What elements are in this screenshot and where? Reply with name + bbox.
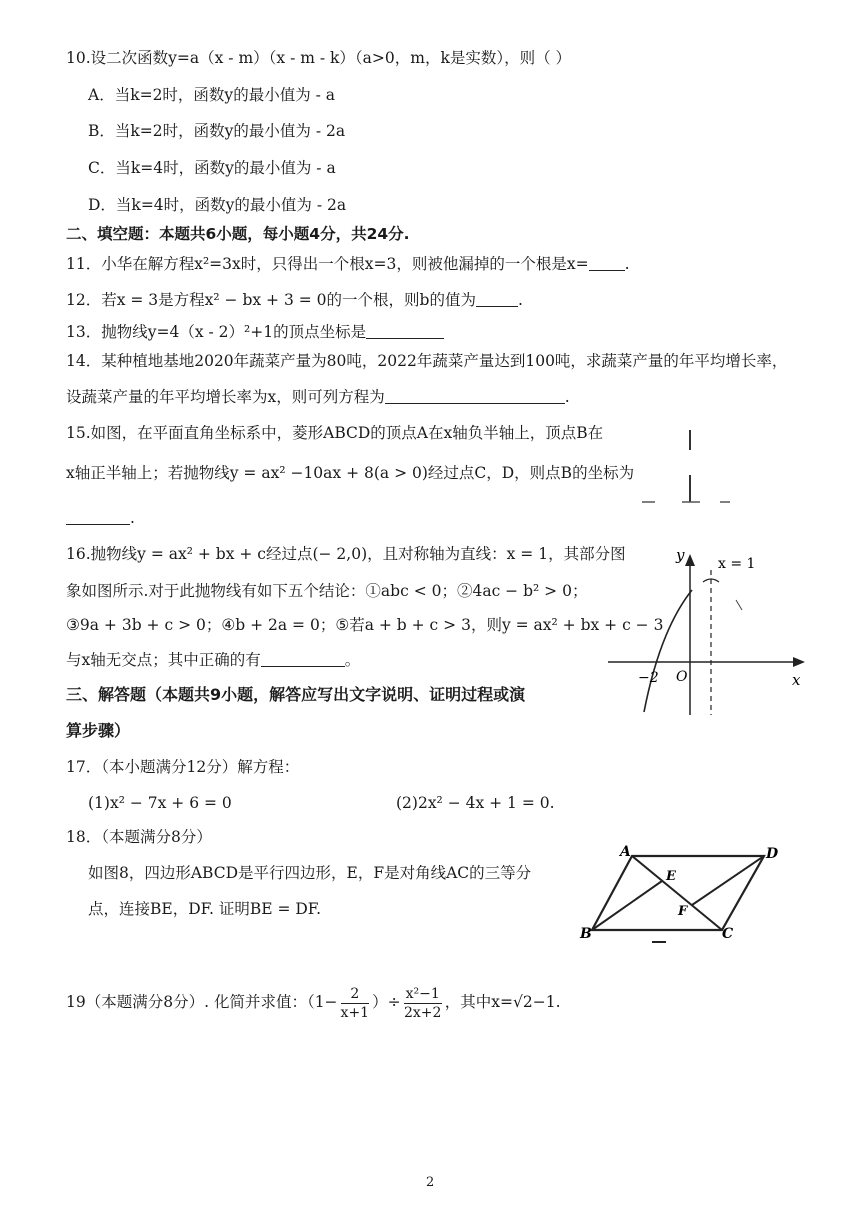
q17-part1: (1)x² − 7x + 6 = 0 bbox=[88, 794, 232, 812]
q12-text: 12．若x = 3是方程x² − bx + 3 = 0的一个根，则b的值为 bbox=[66, 291, 476, 309]
q16-y-axis-arrow bbox=[685, 554, 695, 566]
q16-line3: ③9a + 3b + c > 0；④b + 2a = 0；⑤若a + b + c > 3，则y = ax² + bx + c − 3 bbox=[66, 616, 664, 634]
q16-parabola bbox=[644, 590, 692, 712]
q16-end: 。 bbox=[344, 651, 361, 669]
q17-head: 17．（本小题满分12分）解方程： bbox=[66, 758, 300, 776]
q11 bbox=[66, 253, 630, 275]
q18-line1: 如图8，四边形ABCD是平行四边形，E，F是对角线AC的三等分 bbox=[88, 864, 532, 882]
q11-text: 11．小华在解方程x²=3x时，只得出一个根x=3，则被他漏掉的一个根是x= bbox=[66, 255, 589, 273]
q10-option-d: D．当k=4时，函数y的最小值为 - 2a bbox=[88, 196, 347, 214]
q16-neg-two-label: −2 bbox=[638, 670, 659, 686]
q18-segment-df bbox=[692, 856, 764, 905]
q14-end: . bbox=[564, 388, 570, 406]
q15-figure bbox=[630, 420, 740, 520]
q16-line4 bbox=[66, 649, 360, 671]
q19-prefix: 19（本题满分8分）. 化简并求值：（1− bbox=[66, 993, 338, 1011]
q16-x-axis-arrow bbox=[793, 657, 805, 667]
q19-fraction-1-denominator: x+1 bbox=[340, 1004, 370, 1021]
q18-head: 18．（本题满分8分） bbox=[66, 828, 212, 846]
q15-answer-blank[interactable] bbox=[66, 508, 130, 525]
q15-line1: 15.如图，在平面直角坐标系中，菱形ABCD的顶点A在x轴负半轴上，顶点B在 bbox=[66, 424, 604, 442]
q16-x-label: x bbox=[792, 671, 801, 689]
q18-label-e: E bbox=[666, 869, 676, 884]
q19-fraction-1 bbox=[341, 985, 370, 1022]
q13-text: 13．抛物线y=4（x - 2）²+1的顶点坐标是 bbox=[66, 323, 367, 341]
section2-heading: 二、填空题：本题共6小题，每小题4分，共24分. bbox=[66, 225, 410, 243]
q19-fraction-2 bbox=[404, 985, 442, 1022]
q19-fraction-2-denominator: 2x+2 bbox=[403, 1004, 442, 1021]
q11-end: . bbox=[624, 255, 630, 273]
q10-option-c: C．当k=4时，函数y的最小值为 - a bbox=[88, 159, 336, 177]
q18-label-c: C bbox=[722, 926, 734, 942]
q14-line1: 14．某种植地基地2020年蔬菜产量为80吨，2022年蔬菜产量达到100吨，求蔬菜产量的年平均增长率， bbox=[66, 352, 788, 370]
q14-line2-text: 设蔬菜产量的年平均增长率为x，则可列方程为 bbox=[66, 388, 385, 406]
q15-end: . bbox=[130, 509, 135, 527]
q12-end: . bbox=[517, 291, 523, 309]
q16-line2: 象如图所示.对于此抛物线有如下五个结论：①abc < 0；②4ac − b² > 0； bbox=[66, 582, 588, 600]
page-number: 2 bbox=[426, 1175, 435, 1190]
section3-heading-line2: 算步骤） bbox=[66, 721, 131, 740]
q19 bbox=[66, 980, 561, 1024]
q19-fraction-1-numerator: 2 bbox=[341, 985, 370, 1004]
q18-line2: 点，连接BE，DF. 证明BE = DF. bbox=[88, 900, 322, 918]
q10-stem: 10.设二次函数y=a（x - m）（x - m - k）（a>0，m，k是实数），则（ ） bbox=[66, 49, 572, 67]
q10-option-a: A．当k=2时，函数y的最小值为 - a bbox=[88, 86, 336, 104]
q19-fraction-2-numerator: x²−1 bbox=[405, 985, 440, 1002]
section3-heading-line1: 三、解答题（本题共9小题，解答应写出文字说明、证明过程或演 bbox=[66, 685, 526, 704]
q17-part2: (2)2x² − 4x + 1 = 0. bbox=[396, 794, 555, 812]
q19-suffix: ，其中x=√2−1. bbox=[444, 993, 561, 1011]
q18-segment-be bbox=[592, 881, 662, 930]
q10-option-b: B．当k=2时，函数y的最小值为 - 2a bbox=[88, 122, 346, 140]
q16-graph bbox=[600, 540, 820, 720]
q18-figure bbox=[572, 838, 792, 948]
q15-line3 bbox=[66, 507, 135, 529]
q18-label-a: A bbox=[620, 844, 631, 860]
q16-parabola-right-mark bbox=[736, 600, 742, 610]
q14-line2 bbox=[66, 386, 570, 408]
q16-axis-label: x = 1 bbox=[718, 556, 756, 572]
q14-answer-blank[interactable] bbox=[385, 387, 565, 404]
q18-label-f: F bbox=[678, 904, 688, 919]
q16-line1: 16.抛物线y = ax² + bx + c经过点(− 2,0)，且对称轴为直线：x = 1，其部分图 bbox=[66, 545, 626, 563]
q13-answer-blank[interactable] bbox=[366, 322, 444, 339]
q16-answer-blank[interactable] bbox=[261, 650, 345, 667]
q19-mid: ）÷ bbox=[372, 993, 401, 1011]
q18-label-d: D bbox=[766, 846, 779, 862]
q15-line2: x轴正半轴上；若抛物线y = ax² −10ax + 8(a > 0)经过点C，D，则点B的坐标为 bbox=[66, 464, 635, 482]
q13 bbox=[66, 321, 444, 343]
q18-label-b: B bbox=[580, 926, 592, 942]
q11-answer-blank[interactable] bbox=[589, 254, 625, 271]
q16-line4-text: 与x轴无交点；其中正确的有 bbox=[66, 651, 261, 669]
q12 bbox=[66, 289, 523, 311]
q12-answer-blank[interactable] bbox=[476, 290, 518, 307]
q16-origin-label: O bbox=[676, 669, 688, 685]
q16-y-label: y bbox=[676, 546, 685, 564]
